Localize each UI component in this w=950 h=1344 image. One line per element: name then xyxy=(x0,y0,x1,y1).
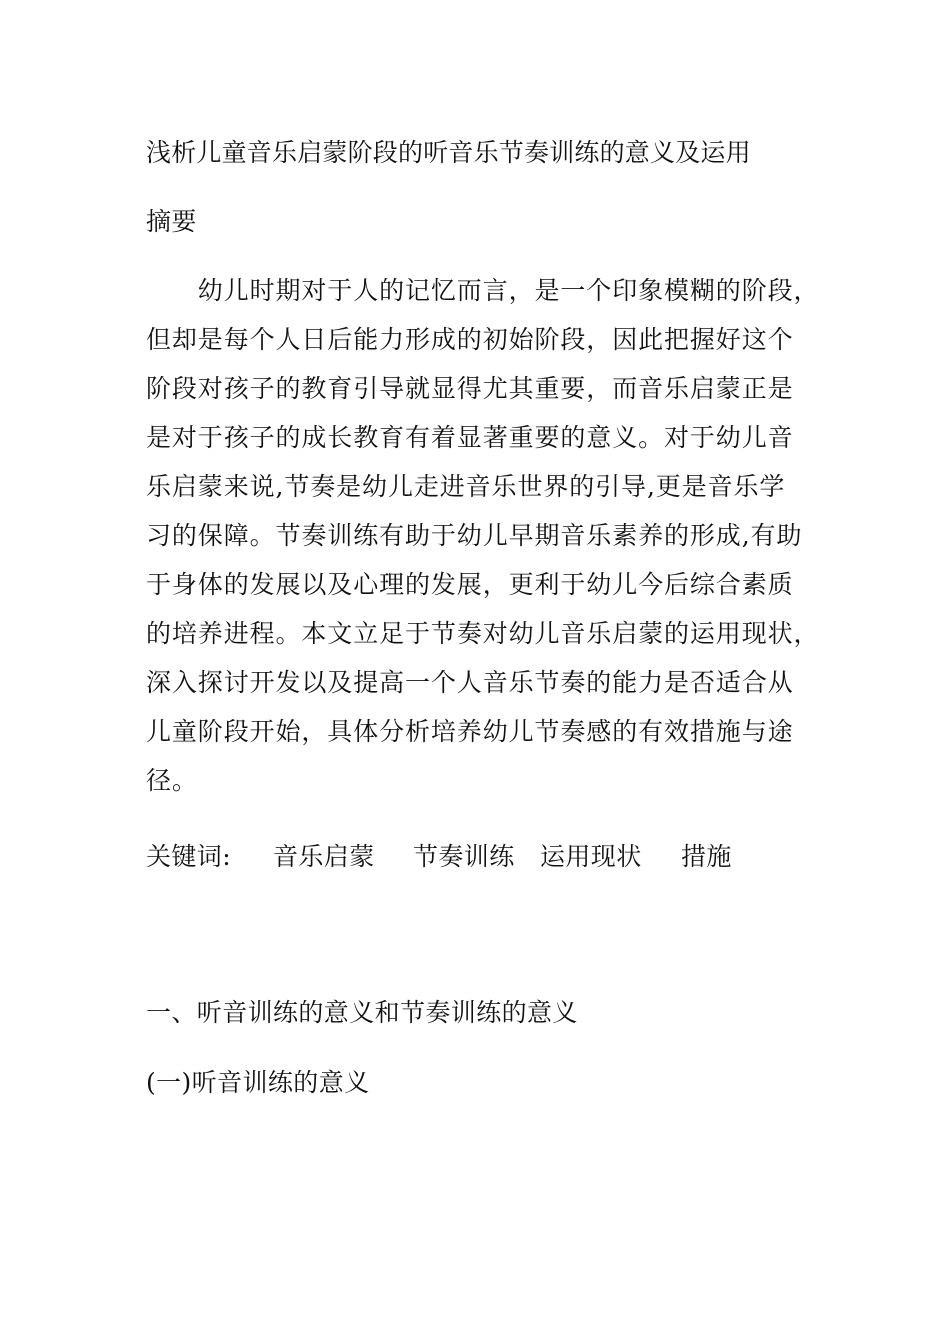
abstract-line: 是对于孩子的成长教育有着显著重要的意义。对于幼儿音 xyxy=(146,423,794,452)
subsection-heading: (一)听音训练的意义 xyxy=(146,1068,370,1097)
abstract-line: 儿童阶段开始，具体分析培养幼儿节奏感的有效措施与途 xyxy=(146,717,794,746)
abstract-line: 阶段对孩子的教育引导就显得尤其重要，而音乐启蒙正是 xyxy=(146,374,794,403)
abstract-line: 深入探讨开发以及提高一个人音乐节奏的能力是否适合从 xyxy=(146,668,794,697)
abstract-line: 幼儿时期对于人的记忆而言，是一个印象模糊的阶段， xyxy=(146,276,820,305)
document-title: 浅析儿童音乐启蒙阶段的听音乐节奏训练的意义及运用 xyxy=(146,138,751,167)
abstract-heading: 摘要 xyxy=(146,207,197,236)
abstract-line: 习的保障。节奏训练有助于幼儿早期音乐素养的形成,有助 xyxy=(146,521,803,550)
keywords-label: 关键词: xyxy=(146,842,232,871)
abstract-line: 乐启蒙来说,节奏是幼儿走进音乐世界的引导,更是音乐学 xyxy=(146,472,786,501)
keyword-item: 节奏训练 xyxy=(413,842,515,871)
abstract-line: 径。 xyxy=(146,766,198,795)
keyword-item: 措施 xyxy=(681,842,732,871)
abstract-line: 但却是每个人日后能力形成的初始阶段，因此把握好这个 xyxy=(146,325,794,354)
abstract-line: 的培养进程。本文立足于节奏对幼儿音乐启蒙的运用现状， xyxy=(146,619,820,648)
keyword-item: 运用现状 xyxy=(540,842,642,871)
keyword-item: 音乐启蒙 xyxy=(273,842,375,871)
section-heading: 一、听音训练的意义和节奏训练的意义 xyxy=(146,998,578,1027)
abstract-line: 于身体的发展以及心理的发展，更利于幼儿今后综合素质 xyxy=(146,570,794,599)
